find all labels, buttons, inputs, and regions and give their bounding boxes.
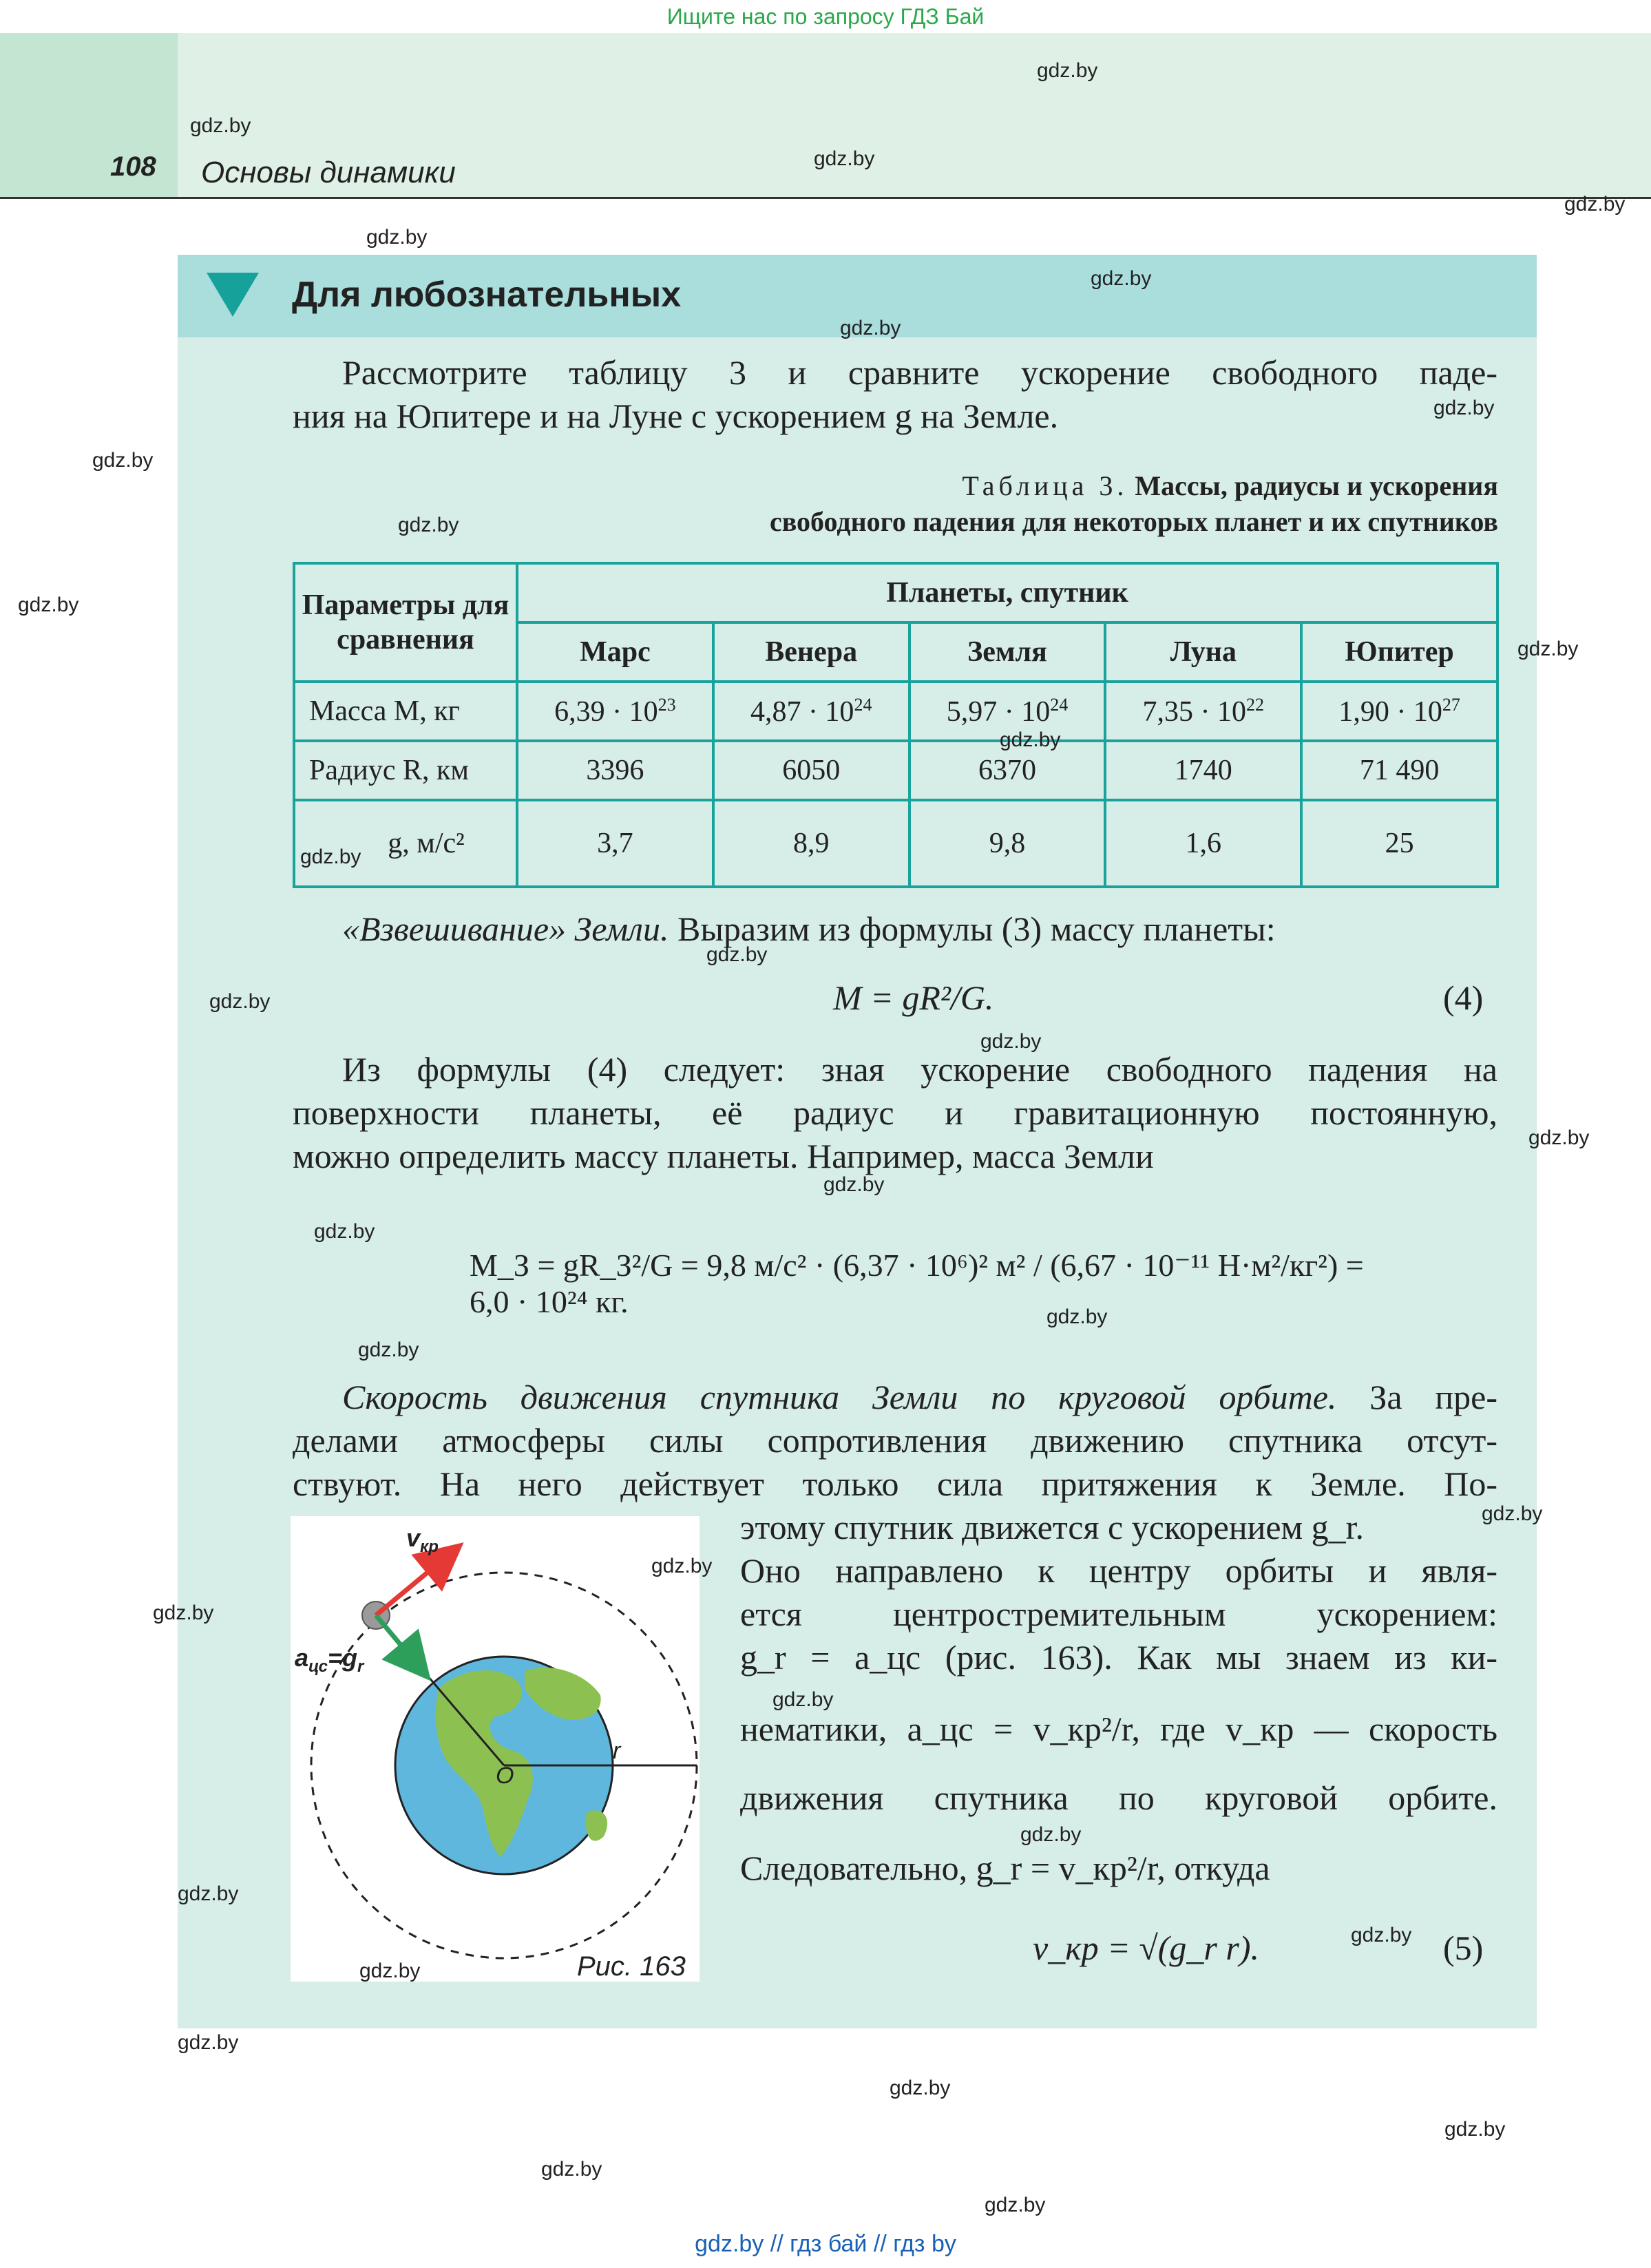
box-title: Для любознательных	[292, 275, 682, 315]
cell-mass: $7,35 \cdot 10^{22}$	[1105, 682, 1301, 741]
cell-mass: $1,90 \cdot 10^{27}$	[1301, 682, 1497, 741]
watermark: gdz.by	[366, 226, 428, 249]
acceleration-arrow	[376, 1615, 419, 1666]
weighing-text: Выразим из формулы (3) массу планеты:	[677, 910, 1276, 948]
watermark: gdz.by	[980, 1030, 1042, 1053]
cell-mass: $6,39 \cdot 10^{23}$	[517, 682, 713, 741]
chapter-title: Основы динамики	[201, 156, 456, 189]
col-jupiter: Юпитер	[1301, 622, 1497, 682]
orbit-line-5: Оно направлено к центру орбиты и явля-	[740, 1551, 1497, 1590]
para2-line-1: Из формулы (4) следует: зная ускорение свободного падения на	[342, 1050, 1497, 1089]
formula-5: v_кр = √(g_r r).	[1033, 1929, 1259, 1967]
watermark: gdz.by	[18, 594, 79, 616]
watermark: gdz.by	[1037, 59, 1098, 82]
orbit-line-9: движения спутника по круговой орбите.	[740, 1778, 1497, 1817]
figure-163	[291, 1516, 700, 1982]
watermark: gdz.by	[1482, 1502, 1543, 1525]
orbit-title: Скорость движения спутника Земли по круговой орбите.	[342, 1378, 1337, 1416]
top-banner: Ищите нас по запросу ГДЗ Бай	[666, 4, 985, 29]
cell-g: 1,6	[1105, 800, 1301, 887]
cell-mass: $5,97 \cdot 10^{24}$	[909, 682, 1106, 741]
cell-mass: $4,87 \cdot 10^{24}$	[713, 682, 909, 741]
watermark: gdz.by	[772, 1688, 834, 1711]
watermark: gdz.by	[1528, 1126, 1590, 1149]
row-label-g: g, м/с²	[294, 800, 517, 887]
watermark: gdz.by	[300, 846, 361, 868]
eq-number-5: (5)	[1443, 1929, 1484, 1967]
velocity-label: $v_{кр}$	[406, 1524, 439, 1556]
col-mars: Марс	[517, 622, 713, 682]
cell-radius: 1740	[1105, 741, 1301, 800]
watermark: gdz.by	[358, 1338, 419, 1361]
cell-g: 25	[1301, 800, 1497, 887]
row-label-mass: Масса M, кг	[294, 682, 517, 741]
orbit-line-10: Следовательно, g_r = v_кр²/r, откуда	[740, 1849, 1270, 1887]
orbit-line-2: делами атмосферы силы сопротивления движению спутника отсут-	[293, 1421, 1497, 1460]
table-row-g	[294, 800, 1497, 887]
watermark: gdz.by	[1091, 267, 1152, 290]
watermark: gdz.by	[1564, 193, 1626, 216]
watermark: gdz.by	[190, 114, 251, 137]
eq-number-4: (4)	[1443, 978, 1484, 1017]
watermark: gdz.by	[1020, 1823, 1082, 1846]
orbit-text: За пре-	[1369, 1378, 1497, 1416]
orbit-line-4: этому спутник движется с ускорением g_r.	[740, 1508, 1365, 1546]
watermark: gdz.by	[178, 2031, 239, 2054]
weighing-title: «Взвешивание» Земли.	[342, 910, 669, 948]
cell-g: 8,9	[713, 800, 909, 887]
header-divider	[0, 197, 1651, 199]
group-header: Планеты, спутник	[517, 563, 1497, 622]
col-earth: Земля	[909, 622, 1106, 682]
watermark: gdz.by	[541, 2158, 602, 2181]
radius-label: r	[613, 1738, 621, 1764]
figure-caption: Рис. 163	[577, 1951, 686, 1982]
para2-line-2: поверхности планеты, её радиус и гравитационную постоянную,	[293, 1093, 1497, 1132]
param-header: Параметры для сравнения	[294, 563, 517, 682]
table-caption-line1: Массы, радиусы и ускорения	[1135, 470, 1498, 501]
watermark: gdz.by	[814, 147, 875, 170]
formula-4: M = gR²/G.	[833, 978, 994, 1017]
table-row-mass	[294, 682, 1497, 741]
cell-radius: 6050	[713, 741, 909, 800]
watermark: gdz.by	[209, 990, 271, 1013]
intro-line-2: ния на Юпитере и на Луне с ускорением g на Земле.	[293, 397, 1059, 435]
watermark: gdz.by	[1444, 2118, 1506, 2141]
watermark: gdz.by	[398, 514, 459, 536]
watermark: gdz.by	[985, 2194, 1046, 2216]
watermark: gdz.by	[823, 1173, 885, 1196]
table-row-radius	[294, 741, 1497, 800]
orbit-line-7: g_r = a_цс (рис. 163). Как мы знаем из ки-	[740, 1638, 1497, 1677]
cell-g: 3,7	[517, 800, 713, 887]
intro-line-1: Рассмотрите таблицу 3 и сравните ускорение свободного паде-	[342, 353, 1497, 392]
watermark: gdz.by	[92, 449, 154, 472]
cell-radius: 6370	[909, 741, 1106, 800]
table-caption-line2: свободного падения для некоторых планет и их спутников	[769, 506, 1498, 537]
col-moon: Луна	[1105, 622, 1301, 682]
para2-line-3: можно определить массу планеты. Например, масса Земли	[293, 1137, 1154, 1175]
table-caption-word: Таблица 3.	[962, 470, 1128, 501]
orbit-line-6: ется центростремительным ускорением:	[740, 1595, 1497, 1633]
watermark: gdz.by	[359, 1960, 421, 1982]
watermark: gdz.by	[706, 943, 768, 966]
watermark: gdz.by	[1047, 1305, 1108, 1328]
watermark: gdz.by	[840, 317, 901, 339]
watermark: gdz.by	[1000, 728, 1061, 751]
accel-label: $a_{цс}=g_r$	[295, 1644, 364, 1676]
island-land	[586, 1810, 607, 1840]
table-caption	[592, 468, 1498, 540]
earth-mass-formula: M_З = gR_З²/G = 9,8 м/с² · (6,37 · 10⁶)² м² / (6,67 · 10⁻¹¹ Н·м²/кг²) = 6,0 · 10²⁴ кг.	[470, 1248, 1364, 1319]
watermark: gdz.by	[1517, 638, 1579, 660]
cell-g: 9,8	[909, 800, 1106, 887]
bottom-banner: gdz.by // гдз бай // гдз by	[695, 2231, 956, 2257]
orbit-line-1	[293, 1376, 1497, 1419]
orbit-diagram	[291, 1516, 700, 1982]
weighing-line	[293, 907, 1497, 951]
orbit-line-3: ствуют. На него действует только сила притяжения к Земле. По-	[293, 1464, 1497, 1503]
triangle-icon	[207, 273, 259, 317]
watermark: gdz.by	[1351, 1924, 1412, 1946]
orbit-line-8: нематики, a_цс = v_кр²/r, где v_кр — скорость	[740, 1710, 1497, 1748]
watermark: gdz.by	[178, 1882, 239, 1905]
planet-table	[293, 562, 1499, 888]
watermark: gdz.by	[651, 1555, 713, 1577]
watermark: gdz.by	[314, 1220, 375, 1243]
cell-radius: 71 490	[1301, 741, 1497, 800]
center-label: O	[496, 1763, 514, 1789]
row-label-radius: Радиус R, км	[294, 741, 517, 800]
watermark: gdz.by	[890, 2077, 951, 2099]
watermark: gdz.by	[153, 1602, 214, 1624]
cell-radius: 3396	[517, 741, 713, 800]
watermark: gdz.by	[1433, 397, 1495, 419]
col-venus: Венера	[713, 622, 909, 682]
page-number: 108	[110, 151, 156, 182]
